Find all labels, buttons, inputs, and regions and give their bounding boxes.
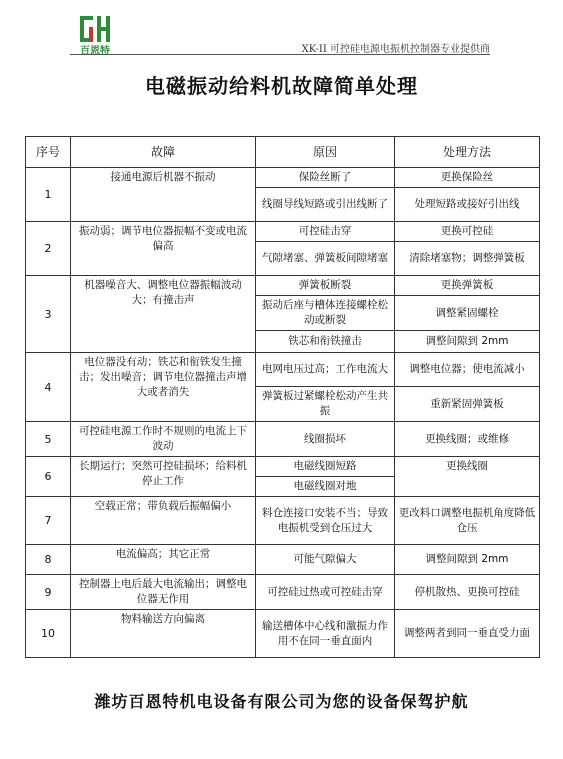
fault-cell: 空载正常；带负载后振幅偏小 <box>71 497 256 545</box>
table-body <box>26 168 540 658</box>
table-row <box>26 545 540 575</box>
footer-slogan: 潍坊百恩特机电设备有限公司为您的设备保驾护航 <box>94 692 469 711</box>
cause-cell: 电磁线圈对地 <box>256 477 395 497</box>
table-row <box>26 422 540 457</box>
page-header <box>70 14 490 57</box>
cause-cell: 振动后座与槽体连接螺栓松动或断裂 <box>256 296 395 331</box>
fault-cell: 电流偏高；其它正常 <box>71 545 256 575</box>
fix-cell: 清除堵塞物；调整弹簧板 <box>395 242 540 276</box>
header-tagline: XK-II 可控硅电源电振机控制器专业提供商 <box>301 44 490 55</box>
table-row <box>26 575 540 610</box>
cause-cell: 电磁线圈短路 <box>256 457 395 477</box>
column-header-fault: 故障 <box>71 137 256 168</box>
fix-cell: 调整间隙到 2mm <box>395 545 540 575</box>
cause-cell: 输送槽体中心线和激振力作用不在同一垂直面内 <box>256 610 395 658</box>
fault-cell: 机器噪音大、调整电位器振幅波动大；有撞击声 <box>71 276 256 353</box>
fix-cell: 更换线圈；或维修 <box>395 422 540 457</box>
cause-cell: 气隙堵塞、弹簧板间隙堵塞 <box>256 242 395 276</box>
document-title: 电磁振动给料机故障简单处理 <box>145 74 418 98</box>
row-number: 7 <box>26 497 71 545</box>
fix-cell: 调整电位器；使电流减小 <box>395 353 540 387</box>
column-header-fix: 处理方法 <box>395 137 540 168</box>
cause-cell: 铁芯和衔铁撞击 <box>256 331 395 353</box>
column-header-no: 序号 <box>26 137 71 168</box>
fix-cell: 调整两者到同一垂直受力面 <box>395 610 540 658</box>
cause-cell: 可能气隙偏大 <box>256 545 395 575</box>
fix-cell: 调整间隙到 2mm <box>395 331 540 353</box>
table-row <box>26 276 540 296</box>
fix-cell: 更换线圈 <box>395 457 540 497</box>
fix-cell: 更换弹簧板 <box>395 276 540 296</box>
fix-cell: 调整紧固螺栓 <box>395 296 540 331</box>
cause-cell: 电网电压过高；工作电流大 <box>256 353 395 387</box>
cause-cell: 线圈损坏 <box>256 422 395 457</box>
fix-cell: 重新紧固弹簧板 <box>395 387 540 422</box>
cause-cell: 线圈导线短路或引出线断了 <box>256 188 395 222</box>
fix-cell: 更换可控硅 <box>395 222 540 242</box>
header-divider <box>70 54 490 55</box>
row-number: 5 <box>26 422 71 457</box>
fault-cell: 电位器没有动；铁芯和衔铁发生撞击；发出噪音；调节电位器撞击声增大或者消失 <box>71 353 256 422</box>
fix-cell: 停机散热、更换可控硅 <box>395 575 540 610</box>
fault-cell: 振动弱；调节电位器振幅不变或电流偏高 <box>71 222 256 276</box>
fault-cell: 物料输送方向偏离 <box>71 610 256 658</box>
table-row <box>26 222 540 242</box>
row-number: 8 <box>26 545 71 575</box>
row-number: 2 <box>26 222 71 276</box>
fix-cell: 处理短路或接好引出线 <box>395 188 540 222</box>
table-row <box>26 353 540 387</box>
row-number: 10 <box>26 610 71 658</box>
cause-cell: 保险丝断了 <box>256 168 395 188</box>
cause-cell: 弹簧板断裂 <box>256 276 395 296</box>
brand-name: 百恩特 <box>80 46 110 57</box>
cause-cell: 料仓连接口安装不当；导致电振机受到仓压过大 <box>256 497 395 545</box>
table-row <box>26 457 540 477</box>
fault-table <box>25 136 540 658</box>
table-header-row <box>26 137 540 168</box>
logo-mark-icon <box>80 16 110 42</box>
cause-cell: 可控硅过热或可控硅击穿 <box>256 575 395 610</box>
fault-cell: 可控硅电源工作时不规则的电流上下波动 <box>71 422 256 457</box>
table-row <box>26 168 540 188</box>
fault-cell: 接通电源后机器不振动 <box>71 168 256 222</box>
row-number: 3 <box>26 276 71 353</box>
row-number: 9 <box>26 575 71 610</box>
cause-cell: 弹簧板过紧螺栓松动产生共振 <box>256 387 395 422</box>
fault-cell: 长期运行；突然可控硅损坏；给料机停止工作 <box>71 457 256 497</box>
table-row <box>26 610 540 658</box>
fix-cell: 更换保险丝 <box>395 168 540 188</box>
row-number: 4 <box>26 353 71 422</box>
company-logo <box>70 14 120 57</box>
row-number: 1 <box>26 168 71 222</box>
table-row <box>26 497 540 545</box>
fault-cell: 控制器上电后最大电流输出；调整电位器无作用 <box>71 575 256 610</box>
column-header-cause: 原因 <box>256 137 395 168</box>
cause-cell: 可控硅击穿 <box>256 222 395 242</box>
row-number: 6 <box>26 457 71 497</box>
fix-cell: 更改料口调整电振机角度降低仓压 <box>395 497 540 545</box>
